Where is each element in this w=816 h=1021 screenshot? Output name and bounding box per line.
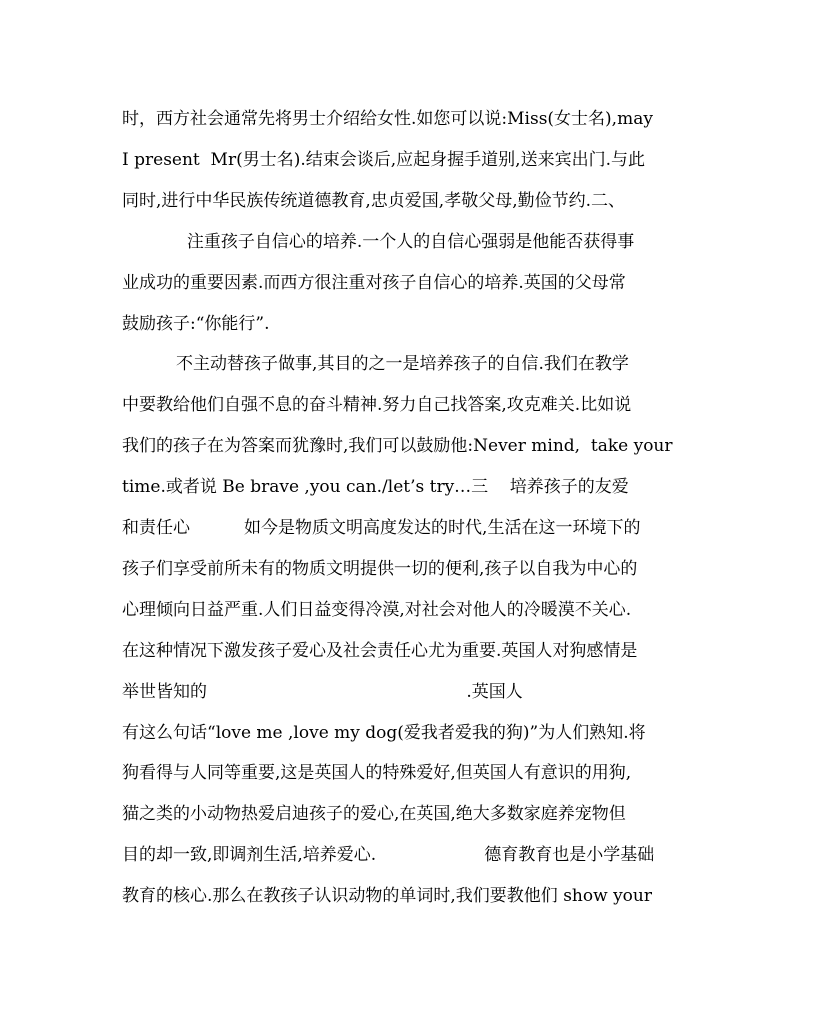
- text-line: 注重孩子自信心的培养.一个人的自信心强弱是他能否获得事: [122, 232, 635, 252]
- text-line: 我们的孩子在为答案而犹豫时,我们可以鼓励他:Never mind, take your: [122, 436, 673, 456]
- text-line: 业成功的重要因素.而西方很注重对孩子自信心的培养.英国的父母常: [122, 273, 626, 293]
- text-line: time.或者说 Be brave ,you can./let’s try…三 培养孩子的友爱: [122, 477, 629, 497]
- text-line: 心理倾向日益严重.人们日益变得冷漠,对社会对他人的冷暖漠不关心.: [122, 600, 632, 620]
- text-line: 有这么句话“love me ,love my dog(爱我者爱我的狗)”为人们熟知.将: [122, 723, 646, 743]
- text-line: 教育的核心.那么在教孩子认识动物的单词时,我们要教他们 show your: [122, 886, 652, 906]
- text-line: 目的却一致,即调剂生活,培养爱心. 德育教育也是小学基础: [122, 845, 655, 865]
- text-line: 举世皆知的 .英国人: [122, 682, 523, 702]
- text-line: I present Mr(男士名).结束会谈后,应起身握手道别,送来宾出门.与此: [122, 150, 645, 170]
- text-line: 中要教给他们自强不息的奋斗精神.努力自己找答案,攻克难关.比如说: [122, 395, 632, 415]
- text-line: 在这种情况下激发孩子爱心及社会责任心尤为重要.英国人对狗感情是: [122, 641, 638, 661]
- text-line: 狗看得与人同等重要,这是英国人的特殊爱好,但英国人有意识的用狗,: [122, 763, 632, 783]
- text-line: 时，西方社会通常先将男士介绍给女性.如您可以说:Miss(女士名),may: [122, 109, 653, 129]
- text-line: 猫之类的小动物热爱启迪孩子的爱心,在英国,绝大多数家庭养宠物但: [122, 804, 626, 824]
- text-line: 不主动替孩子做事,其目的之一是培养孩子的自信.我们在教学: [122, 354, 629, 374]
- text-line: 和责任心 如今是物质文明高度发达的时代,生活在这一环境下的: [122, 518, 641, 538]
- text-line: 鼓励孩子:“你能行”.: [122, 314, 270, 334]
- text-line: 孩子们享受前所未有的物质文明提供一切的便利,孩子以自我为中心的: [122, 559, 638, 579]
- text-line: 同时,进行中华民族传统道德教育,忠贞爱国,孝敬父母,勤俭节约.二、: [122, 191, 626, 211]
